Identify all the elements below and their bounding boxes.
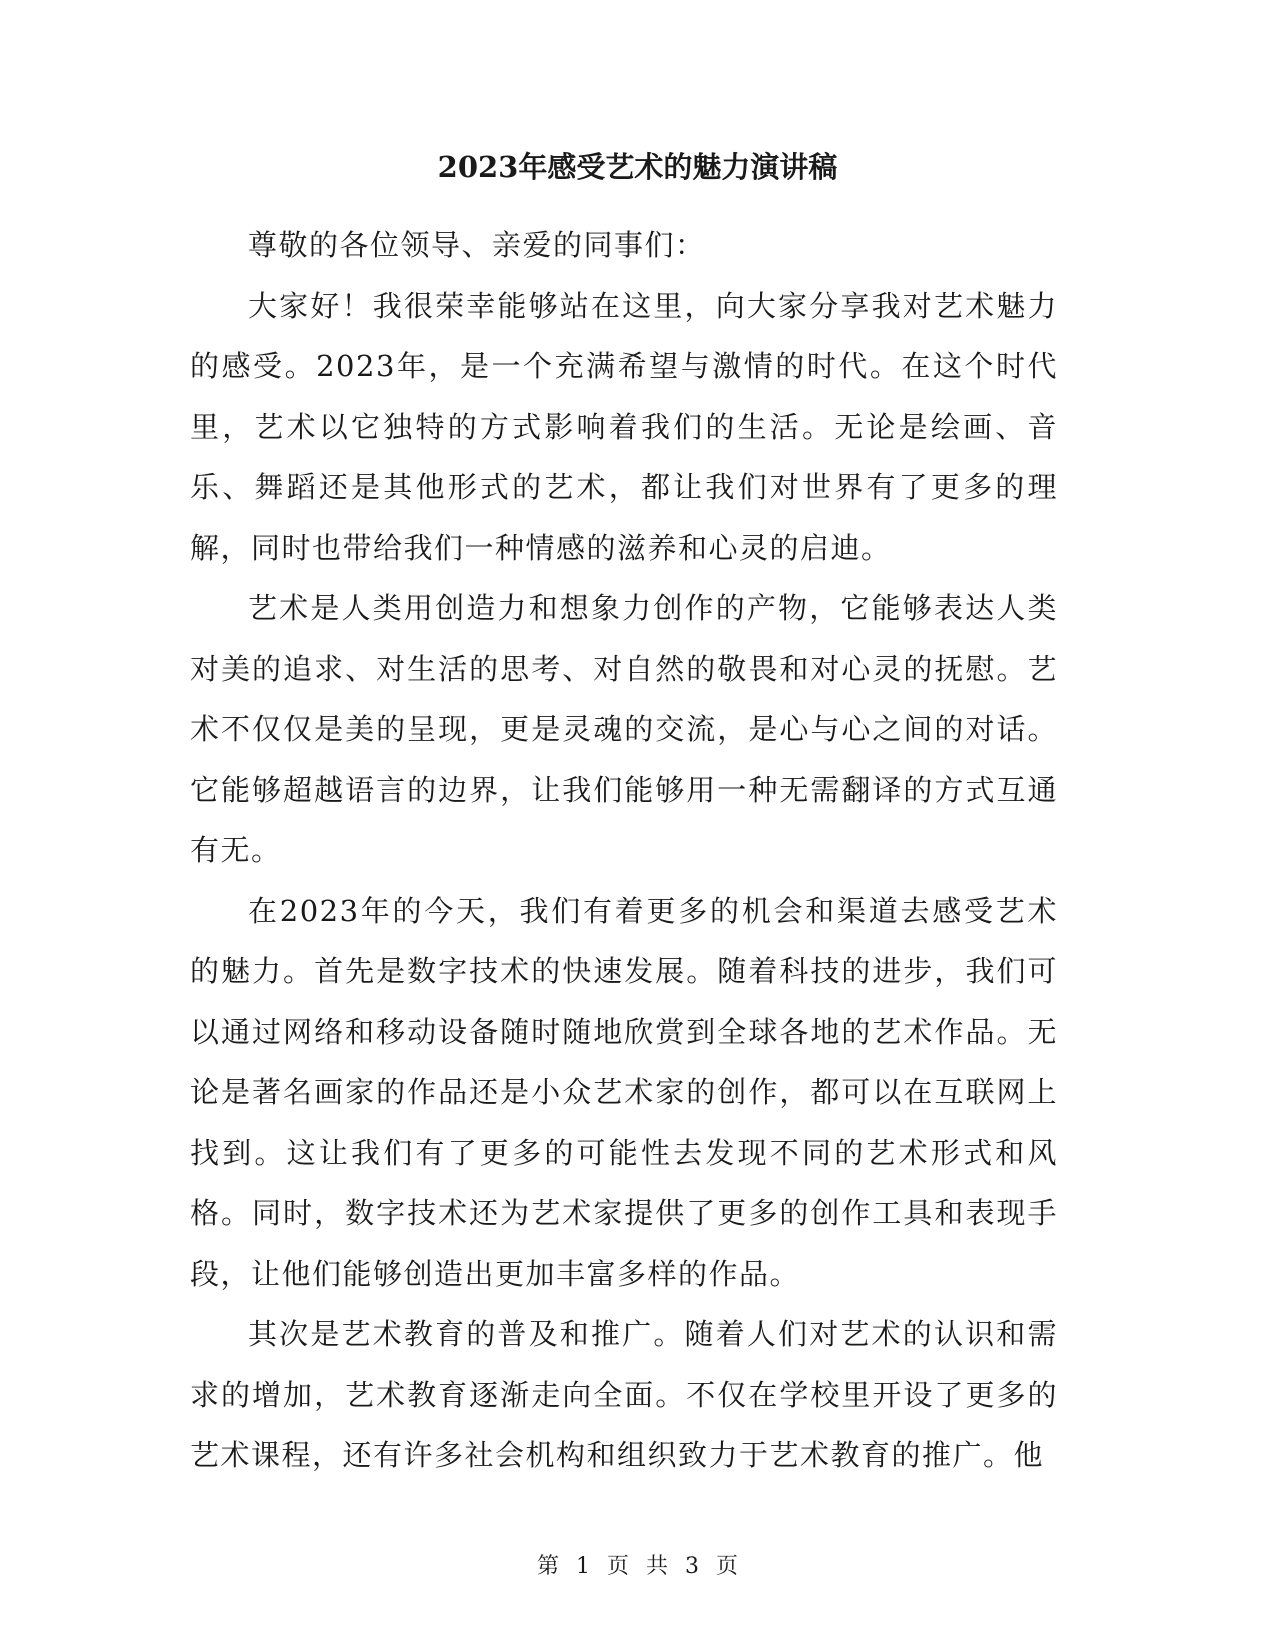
- paragraph: 大家好！我很荣幸能够站在这里，向大家分享我对艺术魅力的感受。2023年，是一个充满希望与激情的时代。在这个时代里，艺术以它独特的方式影响着我们的生活。无论是绘画、音乐、舞蹈还是其他形式的艺术，都让我们对世界有了更多的理解，同时也带给我们一种情感的滋养和心灵的启迪。: [190, 288, 1058, 565]
- document-title: 2023年感受艺术的魅力演讲稿: [437, 150, 838, 184]
- paragraph: 艺术是人类用创造力和想象力创作的产物，它能够表达人类对美的追求、对生活的思考、对自然的敬畏和对心灵的抚慰。艺术不仅仅是美的呈现，更是灵魂的交流，是心与心之间的对话。它能够超越语言的边界，让我们能够用一种无需翻译的方式互通有无。: [190, 591, 1058, 867]
- document-body: [190, 215, 1058, 1486]
- paragraph: 在2023年的今天，我们有着更多的机会和渠道去感受艺术的魅力。首先是数字技术的快速发展。随着科技的进步，我们可以通过网络和移动设备随时随地欣赏到全球各地的艺术作品。无论是著名画家的作品还是小众艺术家的创作，都可以在互联网上找到。这让我们有了更多的可能性去发现不同的艺术形式和风格。同时，数字技术还为艺术家提供了更多的创作工具和表现手段，让他们能够创造出更加丰富多样的作品。: [190, 893, 1058, 1291]
- page-number-footer: 第 1 页 共 3 页: [537, 1554, 738, 1579]
- paragraph-salutation: 尊敬的各位领导、亲爱的同事们：: [248, 228, 706, 262]
- paragraph: 其次是艺术教育的普及和推广。随着人们对艺术的认识和需求的增加，艺术教育逐渐走向全面。不仅在学校里开设了更多的艺术课程，还有许多社会机构和组织致力于艺术教育的推广。他: [190, 1317, 1058, 1472]
